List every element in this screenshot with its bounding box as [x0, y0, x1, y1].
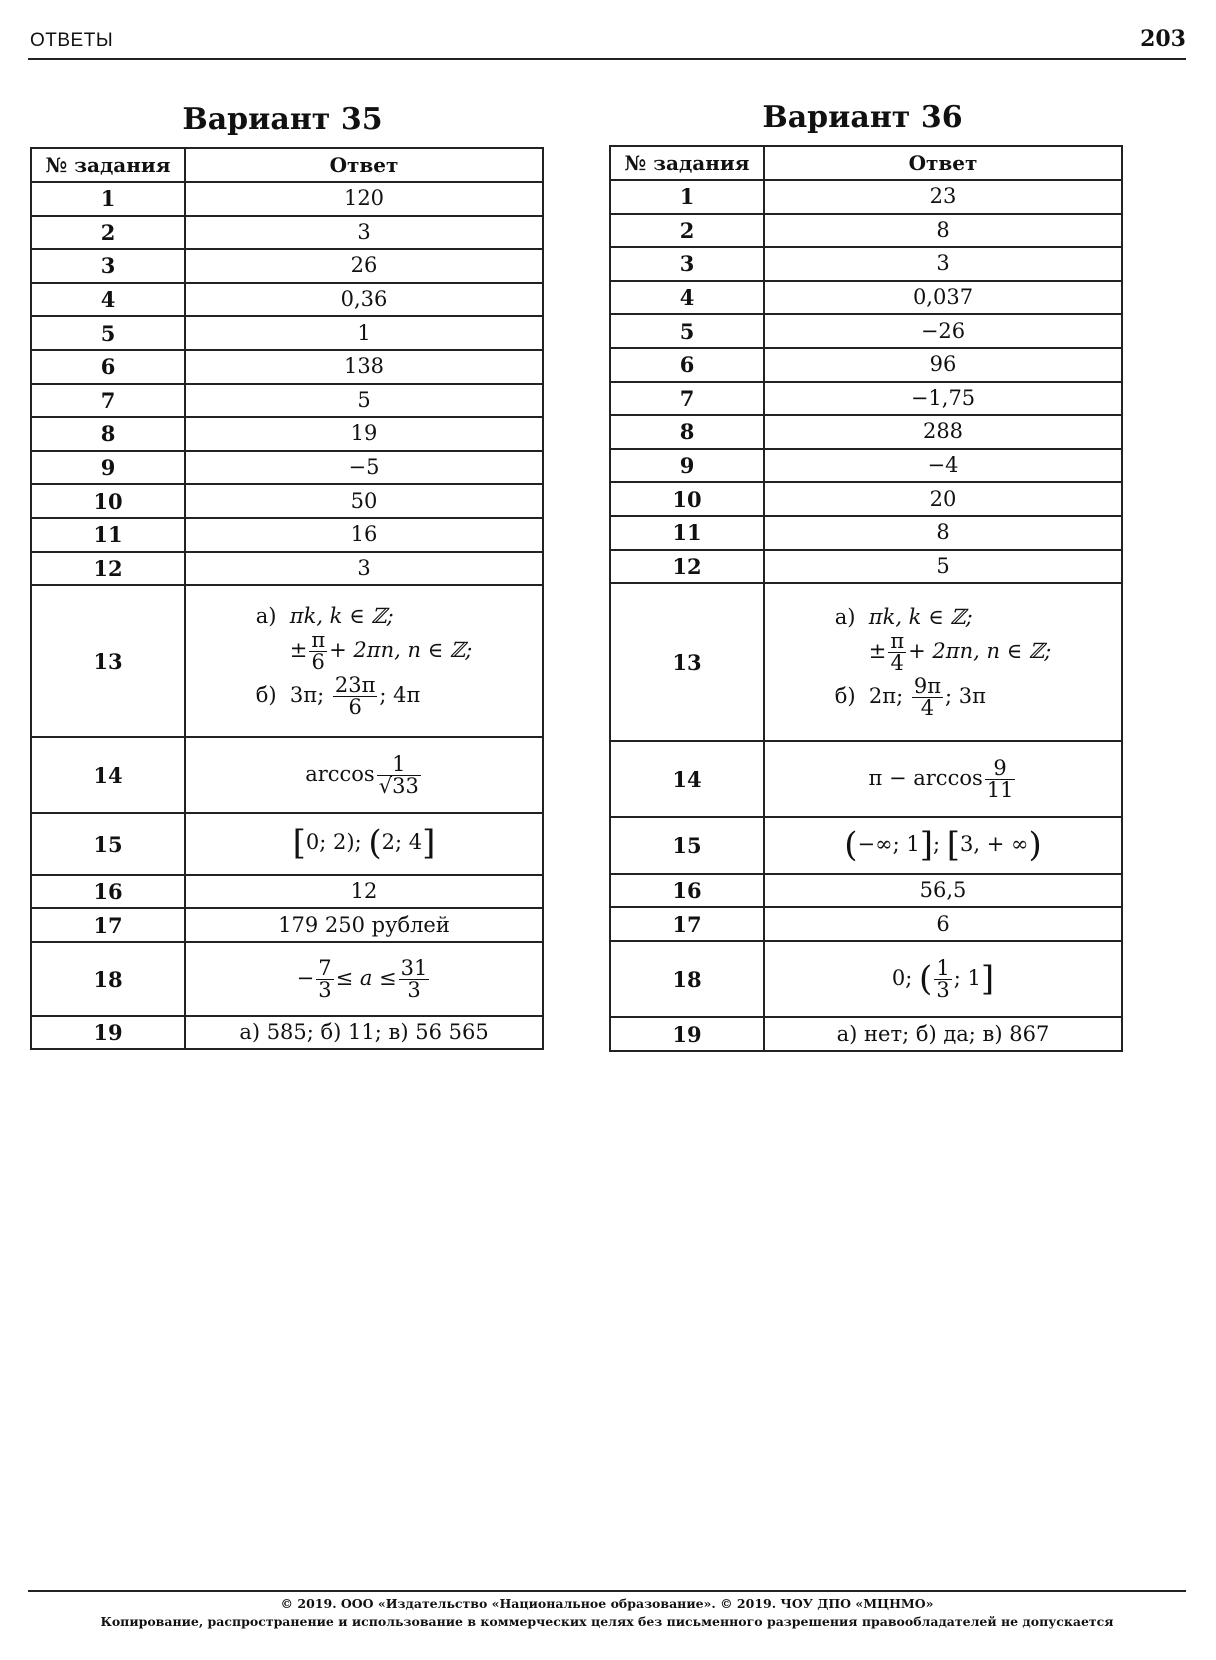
- fraction: [333, 672, 378, 719]
- table-row-1: [31, 182, 543, 216]
- task-number: 17: [610, 907, 764, 941]
- task-number: 11: [31, 518, 185, 552]
- interval-2: 2; 4: [381, 830, 423, 855]
- part-a-expression: πk, k ∈ ℤ;: [868, 604, 973, 629]
- header-divider: [28, 58, 1186, 60]
- separator: ;: [932, 832, 941, 857]
- part-a-label: а): [255, 603, 277, 628]
- answer-cell: [764, 941, 1122, 1017]
- expression-prefix: 0;: [891, 965, 913, 990]
- task-number: 14: [610, 741, 764, 817]
- answer-cell: 6: [764, 907, 1122, 941]
- task-number: 14: [31, 737, 185, 813]
- answer-cell: 138: [185, 350, 543, 384]
- task-number: 3: [31, 249, 185, 283]
- task-number: 13: [610, 583, 764, 741]
- column-header-task: № задания: [610, 146, 764, 180]
- task-number: 1: [31, 182, 185, 216]
- task-number: 19: [31, 1016, 185, 1049]
- answer-cell: 120: [185, 182, 543, 216]
- task-number: 18: [610, 941, 764, 1017]
- table-row-7: [31, 384, 543, 418]
- table-row-9: [610, 449, 1122, 483]
- answer-cell: 179 250 рублей: [185, 908, 543, 942]
- task-number: 12: [610, 550, 764, 584]
- answer-cell: 12: [185, 875, 543, 908]
- fraction-numerator: 31: [400, 955, 428, 980]
- table-row-15: [31, 813, 543, 875]
- table-row-18: [31, 942, 543, 1016]
- expression-tail: + 2πn, n ∈ ℤ;: [908, 638, 1052, 663]
- table-row-19: [610, 1017, 1122, 1051]
- fraction-denominator: 4: [890, 650, 904, 675]
- table-header-row: [610, 146, 1122, 180]
- interval-1: 0; 2): [305, 830, 355, 855]
- answer-cell: [185, 942, 543, 1016]
- right-bracket: ]: [919, 824, 933, 865]
- answer-line-a: [835, 606, 1052, 629]
- answer-line-a: [256, 605, 473, 628]
- section-title: ОТВЕТЫ: [30, 30, 114, 51]
- page-number: 203: [1140, 26, 1186, 52]
- task-number: 4: [31, 283, 185, 317]
- answer-cell: 50: [185, 484, 543, 518]
- table-row-8: [31, 417, 543, 451]
- right-paren: ): [1028, 824, 1042, 865]
- task-number: 7: [31, 384, 185, 418]
- answer-cell: а) нет; б) да; в) 867: [764, 1017, 1122, 1051]
- root-1: 3π;: [289, 682, 325, 707]
- task-number: 18: [31, 942, 185, 1016]
- table-row-11: [31, 518, 543, 552]
- task-number: 5: [610, 314, 764, 348]
- answer-cell: [764, 583, 1122, 741]
- task-number: 10: [610, 482, 764, 516]
- task-number: 12: [31, 552, 185, 586]
- column-header-answer: Ответ: [764, 146, 1122, 180]
- answer-cell: 8: [764, 516, 1122, 550]
- fraction: [888, 628, 906, 675]
- fraction-numerator: 7: [318, 955, 332, 980]
- column-header-answer: Ответ: [185, 148, 543, 182]
- fraction: [985, 755, 1016, 802]
- answer-cell: 8: [764, 214, 1122, 248]
- answer-cell: 3: [185, 552, 543, 586]
- table-row-5: [31, 316, 543, 350]
- task-number: 2: [610, 214, 764, 248]
- answer-cell: 56,5: [764, 874, 1122, 907]
- copyright-notice: Копирование, распространение и использование в коммерческих целях без письменного разрешения правообладателей не допускается: [100, 1614, 1114, 1629]
- left-bracket: [: [292, 823, 306, 864]
- task-number: 1: [610, 180, 764, 214]
- task-number: 10: [31, 484, 185, 518]
- table-row-13: [610, 583, 1122, 741]
- root-3: ; 4π: [379, 682, 421, 707]
- table-row-16: [31, 875, 543, 908]
- table-row-14: [610, 741, 1122, 817]
- table-row-16: [610, 874, 1122, 907]
- task-number: 15: [31, 813, 185, 875]
- part-a-expression: πk, k ∈ ℤ;: [289, 603, 394, 628]
- answer-cell: −26: [764, 314, 1122, 348]
- answer-cell: 96: [764, 348, 1122, 382]
- answer-cell: −1,75: [764, 382, 1122, 416]
- answer-cell: [185, 585, 543, 737]
- table-row-14: [31, 737, 543, 813]
- fraction-numerator: 9: [985, 758, 1016, 780]
- root-1: 2π;: [868, 683, 904, 708]
- answer-cell: −5: [185, 451, 543, 485]
- table-row-5: [610, 314, 1122, 348]
- table-row-2: [31, 216, 543, 250]
- task-number: 5: [31, 316, 185, 350]
- minus-sign: −: [296, 965, 315, 990]
- task-number: 11: [610, 516, 764, 550]
- fraction-denominator: 11: [986, 777, 1014, 802]
- fraction: [934, 955, 951, 1002]
- right-bracket: ]: [980, 958, 995, 999]
- table-row-2: [610, 214, 1122, 248]
- table-row-15: [610, 817, 1122, 874]
- task-number: 8: [31, 417, 185, 451]
- task-number: 9: [31, 451, 185, 485]
- table-row-18: [610, 941, 1122, 1017]
- answer-cell: 1: [185, 316, 543, 350]
- answer-cell: 16: [185, 518, 543, 552]
- fraction-numerator: 9π: [913, 673, 942, 698]
- task-number: 15: [610, 817, 764, 874]
- table-row-12: [31, 552, 543, 586]
- fraction: [399, 955, 430, 1002]
- fraction-numerator: π: [890, 628, 905, 653]
- answer-cell: −4: [764, 449, 1122, 483]
- table-row-9: [31, 451, 543, 485]
- plus-minus: ±: [868, 638, 887, 663]
- answer-cell: а) 585; б) 11; в) 56 565: [185, 1016, 543, 1049]
- task-number: 8: [610, 415, 764, 449]
- table-row-4: [610, 281, 1122, 315]
- table-row-6: [31, 350, 543, 384]
- left-paren: (: [368, 823, 382, 864]
- left-paren: (: [919, 958, 933, 999]
- answer-cell: [185, 813, 543, 875]
- part-b-label: б): [834, 683, 856, 708]
- task-number: 9: [610, 449, 764, 483]
- task-number: 6: [31, 350, 185, 384]
- table-row-12: [610, 550, 1122, 584]
- variant-35-table: [30, 147, 544, 1050]
- variant-35-title: Вариант 35: [182, 102, 383, 137]
- variant-36-title: Вариант 36: [762, 100, 963, 135]
- fraction: [377, 751, 421, 798]
- answer-cell: 3: [185, 216, 543, 250]
- answer-cell: 3: [764, 247, 1122, 281]
- table-row-1: [610, 180, 1122, 214]
- task-number: 16: [610, 874, 764, 907]
- variant-36-table: [609, 145, 1123, 1052]
- plus-minus: ±: [289, 637, 308, 662]
- table-row-10: [31, 484, 543, 518]
- task-number: 17: [31, 908, 185, 942]
- task-number: 6: [610, 348, 764, 382]
- task-number: 19: [610, 1017, 764, 1051]
- table-row-3: [610, 247, 1122, 281]
- task-number: 3: [610, 247, 764, 281]
- table-row-17: [31, 908, 543, 942]
- left-bracket: [: [946, 824, 960, 865]
- task-number: 13: [31, 585, 185, 737]
- answer-cell: 5: [185, 384, 543, 418]
- answer-line-a2: [835, 628, 1052, 675]
- answer-cell: 23: [764, 180, 1122, 214]
- task-number: 7: [610, 382, 764, 416]
- fraction-numerator: 1: [377, 754, 421, 776]
- answer-cell: [764, 817, 1122, 874]
- fraction-denominator: √33: [378, 773, 419, 798]
- inequality: ≤ a ≤: [335, 965, 397, 990]
- function-name: arccos: [305, 761, 375, 786]
- table-row-8: [610, 415, 1122, 449]
- fraction-denominator: 3: [407, 977, 421, 1002]
- copyright-line: © 2019. ООО «Издательство «Национальное образование». © 2019. ЧОУ ДПО «МЦНМО»: [280, 1596, 934, 1611]
- interval-2: 3, + ∞: [960, 832, 1029, 857]
- table-row-10: [610, 482, 1122, 516]
- answer-cell: 19: [185, 417, 543, 451]
- table-header-row: [31, 148, 543, 182]
- table-row-6: [610, 348, 1122, 382]
- table-row-19: [31, 1016, 543, 1049]
- answer-cell: [764, 741, 1122, 817]
- table-row-3: [31, 249, 543, 283]
- expression-prefix: π − arccos: [868, 765, 983, 790]
- root-3: ; 3π: [945, 683, 986, 708]
- fraction-numerator: 23π: [334, 672, 376, 697]
- part-a-label: а): [834, 604, 856, 629]
- interval-1: −∞; 1: [857, 832, 920, 857]
- task-number: 16: [31, 875, 185, 908]
- table-row-13: [31, 585, 543, 737]
- answer-cell: 0,037: [764, 281, 1122, 315]
- fraction: [912, 673, 943, 720]
- answer-cell: 5: [764, 550, 1122, 584]
- task-number: 4: [610, 281, 764, 315]
- right-bracket: ]: [422, 823, 436, 864]
- table-row-7: [610, 382, 1122, 416]
- fraction-denominator: 4: [920, 695, 935, 720]
- fraction-numerator: 1: [936, 955, 950, 980]
- separator: ;: [354, 830, 362, 855]
- fraction-denominator: 6: [348, 694, 362, 719]
- answer-cell: 288: [764, 415, 1122, 449]
- part-b-label: б): [255, 682, 277, 707]
- table-row-11: [610, 516, 1122, 550]
- fraction-numerator: π: [311, 627, 326, 652]
- answer-cell: 0,36: [185, 283, 543, 317]
- fraction: [309, 627, 327, 674]
- fraction-denominator: 6: [311, 649, 325, 674]
- answer-cell: [185, 737, 543, 813]
- answer-cell: 20: [764, 482, 1122, 516]
- column-header-task: № задания: [31, 148, 185, 182]
- task-number: 2: [31, 216, 185, 250]
- table-row-4: [31, 283, 543, 317]
- interval-tail: ; 1: [953, 965, 981, 990]
- fraction-denominator: 3: [936, 977, 950, 1002]
- table-row-17: [610, 907, 1122, 941]
- fraction: [316, 955, 333, 1002]
- answer-line-b: [255, 672, 473, 719]
- fraction-denominator: 3: [318, 977, 332, 1002]
- answer-line-a2: [256, 627, 473, 674]
- footer-divider: [28, 1590, 1186, 1592]
- answer-line-b: [834, 673, 1052, 720]
- left-paren: (: [844, 824, 858, 865]
- expression-tail: + 2πn, n ∈ ℤ;: [329, 637, 473, 662]
- answer-cell: 26: [185, 249, 543, 283]
